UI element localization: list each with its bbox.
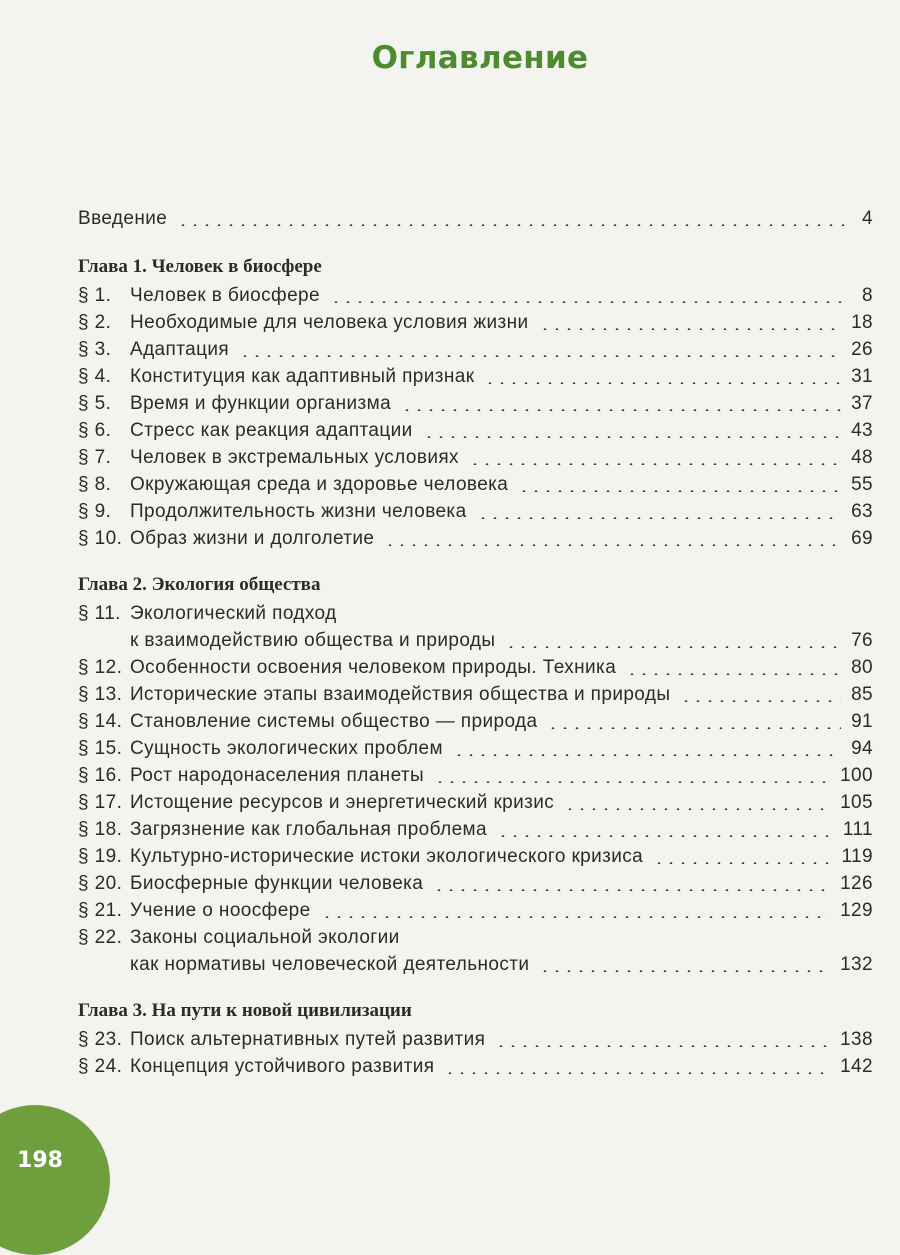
- dot-leader: [401, 409, 841, 411]
- toc-entry[interactable]: [78, 444, 873, 471]
- toc-entry[interactable]: [78, 870, 873, 897]
- section-number: § 23.: [78, 1029, 123, 1050]
- toc-entry-page: 37: [851, 393, 873, 414]
- section-number: § 15.: [78, 738, 123, 759]
- toc-entry-first-line: [78, 924, 873, 951]
- toc-entry[interactable]: [78, 1026, 873, 1053]
- page-number-badge: [0, 1105, 110, 1255]
- toc-entry-page: 18: [851, 312, 873, 333]
- toc-entry-label: Сущность экологических проблем: [130, 738, 443, 759]
- chapter-heading: Глава 1. Человек в биосфере: [78, 256, 322, 277]
- toc-entry[interactable]: [78, 498, 873, 525]
- toc-entry-label: Адаптация: [130, 339, 230, 360]
- toc-entry[interactable]: [78, 735, 873, 762]
- toc-entry[interactable]: [78, 525, 873, 552]
- toc-entry-page: 69: [851, 528, 873, 549]
- toc-entry[interactable]: [78, 681, 873, 708]
- toc-entry[interactable]: [78, 627, 873, 654]
- toc-entry-label: Образ жизни и долголетие: [130, 528, 375, 549]
- toc-entry-label: Загрязнение как глобальная проблема: [130, 819, 487, 840]
- toc-entry[interactable]: [78, 654, 873, 681]
- page-title: Оглавление: [371, 40, 589, 76]
- toc-entry-first-line: [78, 600, 873, 627]
- dot-leader: [518, 490, 841, 492]
- toc-entry[interactable]: [78, 309, 873, 336]
- table-of-contents: [78, 205, 873, 1080]
- chapter-heading: Глава 3. На пути к новой цивилизации: [78, 1000, 412, 1021]
- toc-entry-page: 31: [851, 366, 873, 387]
- section-number: § 19.: [78, 846, 123, 867]
- toc-entry[interactable]: [78, 471, 873, 498]
- toc-entry-label: Необходимые для человека условия жизни: [130, 312, 529, 333]
- dot-leader: [495, 1045, 830, 1047]
- toc-entry[interactable]: [78, 363, 873, 390]
- toc-entry-page: 132: [840, 954, 873, 975]
- section-number: § 9.: [78, 501, 112, 522]
- toc-entry-page: 94: [851, 738, 873, 759]
- dot-leader: [434, 781, 830, 783]
- toc-entry-page: 26: [851, 339, 873, 360]
- toc-entry-page: 48: [851, 447, 873, 468]
- toc-entry-page: 43: [851, 420, 873, 441]
- section-number: § 21.: [78, 900, 123, 921]
- section-number: § 2.: [78, 312, 112, 333]
- toc-entry-page: 80: [851, 657, 873, 678]
- toc-entry[interactable]: [78, 897, 873, 924]
- toc-entry[interactable]: [78, 951, 873, 978]
- dot-leader: [453, 754, 841, 756]
- toc-entry-label: Человек в биосфере: [130, 285, 320, 306]
- toc-entry-page: 63: [851, 501, 873, 522]
- toc-entry-page: 76: [851, 630, 873, 651]
- section-number: § 4.: [78, 366, 112, 387]
- toc-entry-label: Поиск альтернативных путей развития: [130, 1029, 486, 1050]
- dot-leader: [539, 328, 842, 330]
- toc-entry-page: 126: [840, 873, 873, 894]
- toc-entry-intro[interactable]: [78, 205, 873, 232]
- toc-entry-label: Биосферные функции человека: [130, 873, 424, 894]
- section-number: § 22.: [78, 927, 123, 948]
- section-number: § 13.: [78, 684, 123, 705]
- toc-entry[interactable]: [78, 1053, 873, 1080]
- dot-leader: [384, 544, 841, 546]
- dot-leader: [433, 889, 830, 891]
- dot-leader: [239, 355, 841, 357]
- toc-entry-label: Культурно-исторические истоки экологического кризиса: [130, 846, 644, 867]
- section-number: § 11.: [78, 603, 121, 624]
- toc-entry-label: Продолжительность жизни человека: [130, 501, 467, 522]
- dot-leader: [539, 970, 830, 972]
- toc-entry-label: Введение: [78, 208, 168, 229]
- toc-entry-page: 129: [840, 900, 873, 921]
- section-number: § 8.: [78, 474, 112, 495]
- toc-entry-label-line1: Законы социальной экологии: [130, 927, 400, 948]
- toc-entry-page: 105: [840, 792, 873, 813]
- dot-leader: [469, 463, 841, 465]
- toc-entry-label: Концепция устойчивого развития: [130, 1056, 435, 1077]
- toc-entry-page: 8: [862, 285, 873, 306]
- toc-entry-label: Стресс как реакция адаптации: [130, 420, 413, 441]
- toc-entry-page: 119: [841, 846, 873, 867]
- toc-entry-label: как нормативы человеческой деятельности: [130, 954, 530, 975]
- dot-leader: [321, 916, 831, 918]
- dot-leader: [653, 862, 831, 864]
- section-number: § 20.: [78, 873, 123, 894]
- section-number: § 3.: [78, 339, 112, 360]
- toc-entry[interactable]: [78, 843, 873, 870]
- toc-entry-label: к взаимодействию общества и природы: [130, 630, 496, 651]
- toc-entry-label: Конституция как адаптивный признак: [130, 366, 475, 387]
- dot-leader: [497, 835, 833, 837]
- section-number: § 6.: [78, 420, 112, 441]
- toc-entry-label: Время и функции организма: [130, 393, 392, 414]
- section-number: § 16.: [78, 765, 123, 786]
- toc-entry-page: 111: [842, 819, 873, 840]
- dot-leader: [564, 808, 830, 810]
- toc-entry-label: Особенности освоения человеком природы. Техника: [130, 657, 617, 678]
- section-number: § 12.: [78, 657, 123, 678]
- toc-entry[interactable]: [78, 282, 873, 309]
- toc-entry-label-line1: Экологический подход: [130, 603, 337, 624]
- dot-leader: [177, 224, 847, 226]
- dot-leader: [626, 673, 841, 675]
- dot-leader: [484, 382, 841, 384]
- section-number: § 10.: [78, 528, 123, 549]
- toc-entry-label: Окружающая среда и здоровье человека: [130, 474, 509, 495]
- toc-entry[interactable]: [78, 336, 873, 363]
- toc-entry[interactable]: [78, 816, 873, 843]
- chapter-heading: Глава 2. Экология общества: [78, 574, 321, 595]
- section-number: § 1.: [78, 285, 112, 306]
- toc-entry-label: Исторические этапы взаимодействия общества и природы: [130, 684, 671, 705]
- section-number: § 18.: [78, 819, 123, 840]
- dot-leader: [330, 301, 847, 303]
- section-number: § 14.: [78, 711, 123, 732]
- toc-entry-label: Рост народонаселения планеты: [130, 765, 425, 786]
- toc-entry[interactable]: [78, 789, 873, 816]
- toc-entry-label: Учение о ноосфере: [130, 900, 311, 921]
- section-number: § 7.: [78, 447, 112, 468]
- page-number: 198: [17, 1148, 63, 1173]
- dot-leader: [680, 700, 841, 702]
- toc-entry-page: 55: [851, 474, 873, 495]
- dot-leader: [505, 646, 841, 648]
- toc-entry-page: 100: [840, 765, 873, 786]
- toc-entry[interactable]: [78, 708, 873, 735]
- toc-entry-page: 91: [851, 711, 873, 732]
- toc-entry-page: 142: [840, 1056, 873, 1077]
- toc-entry[interactable]: [78, 390, 873, 417]
- section-number: § 17.: [78, 792, 123, 813]
- section-number: § 24.: [78, 1056, 123, 1077]
- dot-leader: [547, 727, 841, 729]
- dot-leader: [477, 517, 842, 519]
- section-number: § 5.: [78, 393, 112, 414]
- toc-entry-page: 85: [851, 684, 873, 705]
- toc-entry-label: Становление системы общество — природа: [130, 711, 538, 732]
- toc-entry-label: Истощение ресурсов и энергетический кризис: [130, 792, 555, 813]
- dot-leader: [444, 1072, 830, 1074]
- toc-entry-label: Человек в экстремальных условиях: [130, 447, 459, 468]
- toc-entry-page: 138: [840, 1029, 873, 1050]
- toc-entry[interactable]: [78, 762, 873, 789]
- dot-leader: [423, 436, 841, 438]
- toc-entry-page: 4: [862, 208, 873, 229]
- toc-entry[interactable]: [78, 417, 873, 444]
